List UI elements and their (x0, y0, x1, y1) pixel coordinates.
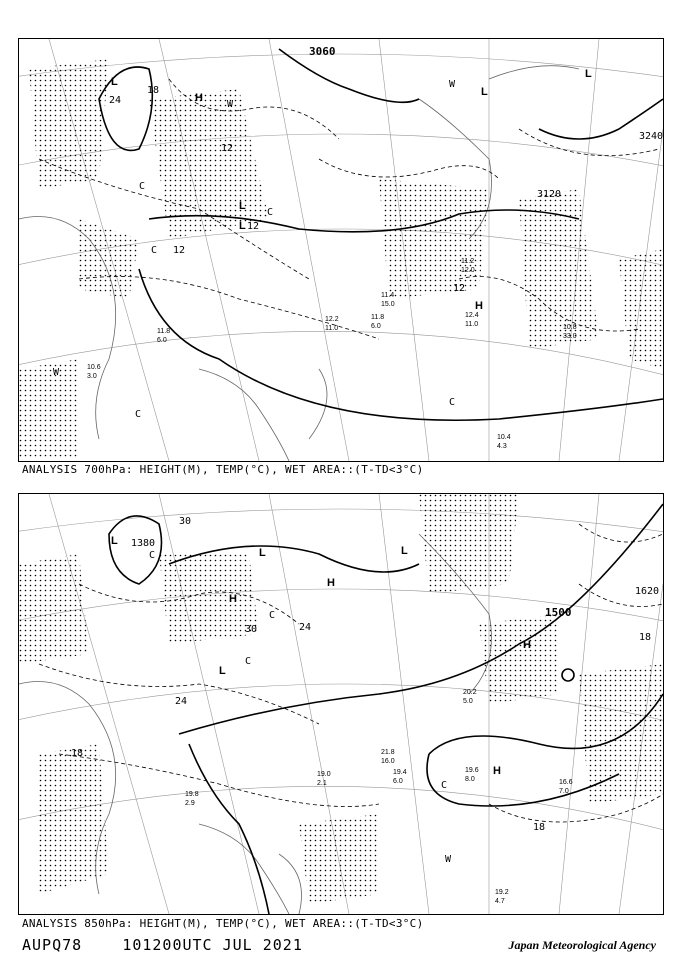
low-marker: L (219, 665, 226, 677)
low-marker: L (111, 76, 118, 88)
agency-name: Japan Meteorological Agency (508, 938, 656, 952)
svg-text:19.6: 19.6 (465, 767, 479, 774)
isotherm-label: 12 (247, 221, 260, 232)
svg-text:3.0: 3.0 (87, 373, 97, 380)
low-marker: L (585, 68, 592, 80)
high-marker: H (195, 92, 203, 104)
svg-text:4.3: 4.3 (497, 443, 507, 450)
contour-label: 3240 (639, 131, 663, 142)
bulletin-code: AUPQ78 (22, 936, 83, 954)
low-marker: L (239, 200, 246, 212)
warm-marker: W (449, 79, 456, 90)
svg-text:19.8: 19.8 (185, 791, 199, 798)
station-plot (495, 889, 509, 905)
isotherm-label: 18 (71, 748, 84, 759)
contour-label: 1380 (131, 538, 156, 549)
map-700hpa-svg (19, 39, 663, 461)
svg-text:12.4: 12.4 (465, 312, 479, 319)
map-850hpa-svg (19, 494, 663, 914)
warm-marker: W (227, 99, 234, 110)
svg-text:20.2: 20.2 (463, 689, 477, 696)
svg-text:7.0: 7.0 (559, 788, 569, 795)
svg-text:16.0: 16.0 (381, 758, 395, 765)
contour-label: 1620 (635, 586, 660, 597)
isotherm-label: 18 (639, 632, 652, 643)
svg-text:10.8: 10.8 (563, 324, 577, 331)
isotherm-label: 24 (299, 622, 312, 633)
isotherm-label: 24 (175, 696, 188, 707)
isotherm-label: 18 (147, 85, 160, 96)
cold-marker: C (149, 550, 156, 561)
station-plot (87, 364, 101, 380)
low-marker: L (259, 547, 266, 559)
svg-text:2.9: 2.9 (185, 800, 195, 807)
contour-label: 1500 (545, 606, 572, 619)
isotherm-label: 12 (221, 143, 234, 154)
station-plot (381, 292, 395, 308)
station-plot (325, 316, 339, 332)
svg-text:11.0: 11.0 (325, 325, 339, 332)
contour-label: 3120 (537, 189, 562, 200)
svg-text:21.8: 21.8 (381, 749, 395, 756)
map-caption-850hpa: ANALYSIS 850hPa: HEIGHT(M), TEMP(°C), WET AREA::(T-TD<3°C) (22, 917, 424, 930)
cold-marker: C (151, 245, 158, 256)
low-marker: L (111, 535, 118, 547)
station-plot (371, 314, 384, 330)
low-marker: L (239, 220, 246, 232)
high-marker: H (327, 577, 335, 589)
isotherm-label: 12 (453, 283, 466, 294)
svg-text:10.4: 10.4 (497, 434, 511, 441)
chart-identifier (22, 936, 303, 954)
station-plot (317, 771, 331, 787)
cold-marker: C (269, 610, 276, 621)
warm-marker: W (53, 367, 60, 378)
svg-text:19.2: 19.2 (495, 889, 509, 896)
station-plot (465, 767, 479, 783)
svg-text:11.2: 11.2 (461, 258, 475, 265)
svg-text:33.0: 33.0 (563, 333, 577, 340)
svg-text:6.0: 6.0 (157, 337, 167, 344)
station-plot (157, 328, 170, 344)
high-marker: H (493, 765, 501, 777)
isotherm-label: 30 (179, 516, 192, 527)
station-plot (465, 312, 479, 328)
svg-text:8.0: 8.0 (465, 776, 475, 783)
svg-text:10.6: 10.6 (87, 364, 101, 371)
svg-text:19.0: 19.0 (317, 771, 331, 778)
high-marker: H (229, 593, 237, 605)
warm-marker: W (445, 854, 452, 865)
isotherm-label: 30 (245, 624, 258, 635)
svg-text:11.4: 11.4 (381, 292, 395, 299)
low-marker: L (481, 86, 488, 98)
svg-text:11.0: 11.0 (465, 321, 479, 328)
high-marker: H (475, 300, 483, 312)
cold-marker: C (449, 397, 456, 408)
svg-text:15.0: 15.0 (381, 301, 395, 308)
contour-label: 3060 (309, 45, 336, 58)
isotherm-label: 18 (533, 822, 546, 833)
analysis-map-850hpa (18, 493, 664, 915)
station-plot (381, 749, 395, 765)
cold-marker: C (441, 780, 448, 791)
cold-marker: C (139, 181, 146, 192)
svg-text:19.4: 19.4 (393, 769, 407, 776)
station-plot (185, 791, 199, 807)
isotherm-label: 12 (173, 245, 186, 256)
station-plot (393, 769, 407, 785)
high-marker: H (523, 639, 531, 651)
svg-text:12.0: 12.0 (461, 267, 475, 274)
svg-text:11.8: 11.8 (157, 328, 171, 335)
station-plot (497, 434, 511, 450)
svg-text:12.2: 12.2 (325, 316, 339, 323)
cold-marker: C (267, 207, 274, 218)
svg-text:5.0: 5.0 (463, 698, 473, 705)
cold-marker: C (135, 409, 142, 420)
valid-datetime: 101200UTC JUL 2021 (122, 936, 303, 954)
svg-text:2.1: 2.1 (317, 780, 327, 787)
svg-text:6.0: 6.0 (393, 778, 403, 785)
map-caption-700hpa: ANALYSIS 700hPa: HEIGHT(M), TEMP(°C), WET AREA::(T-TD<3°C) (22, 463, 424, 476)
cold-marker: C (245, 656, 252, 667)
low-marker: L (401, 545, 408, 557)
svg-text:6.0: 6.0 (371, 323, 381, 330)
isotherm-label: 24 (109, 95, 122, 106)
svg-text:16.6: 16.6 (559, 779, 573, 786)
station-plots (87, 258, 577, 450)
isotherms (39, 524, 663, 822)
analysis-map-700hpa (18, 38, 664, 462)
svg-text:11.8: 11.8 (371, 314, 385, 321)
contour-value-labels (309, 45, 663, 200)
station-plot (463, 689, 477, 705)
svg-text:4.7: 4.7 (495, 898, 505, 905)
wet-areas (19, 59, 663, 459)
